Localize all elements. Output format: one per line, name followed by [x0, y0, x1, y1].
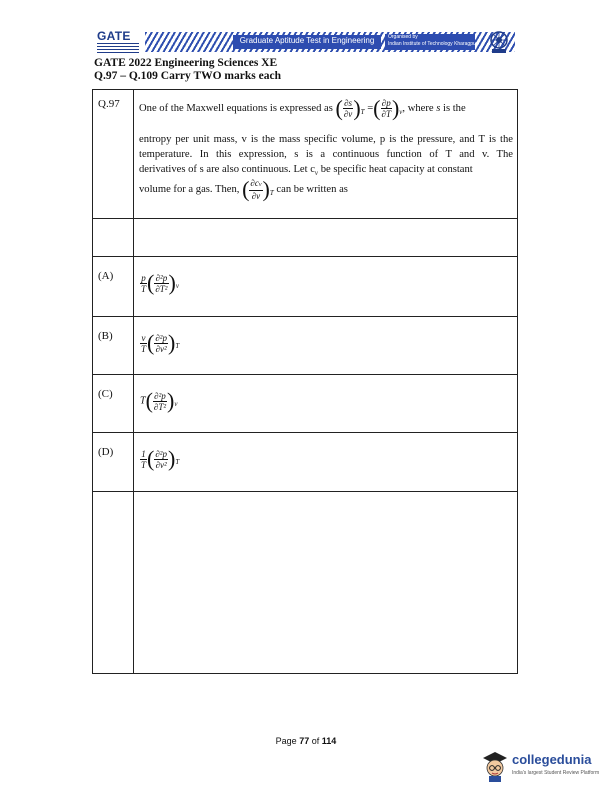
table-column-divider — [133, 89, 134, 674]
dcv-dv-fraction: $\frac{\partial cv}{\partial v}$ — [250, 178, 262, 201]
option-c-subscript: v — [174, 400, 178, 409]
option-d-subscript: T — [175, 458, 180, 467]
question-line-1-where: , where — [402, 102, 434, 114]
banner-title-box — [233, 35, 381, 49]
option-c-coeff: T — [140, 395, 146, 407]
table-row-divider — [92, 491, 518, 492]
paren-close: ) — [353, 95, 361, 121]
option-d-label[interactable]: (D) — [98, 446, 114, 458]
table-row-divider — [92, 256, 518, 257]
organizer-name: Indian Institute of Technology Kharagpur — [388, 41, 478, 47]
page-of: of — [311, 736, 320, 746]
ds-dv-fraction: $\frac{\partial s}{\partial v}$ — [343, 98, 353, 119]
exam-title: GATE 2022 Engineering Sciences XE — [94, 57, 278, 69]
page-total: 114 — [321, 736, 337, 746]
option-d-deriv-den: ∂v² — [155, 459, 167, 470]
collegedunia-logo — [480, 750, 600, 784]
option-d-coeff-num: 1 — [141, 448, 146, 459]
question-line-5-end: can be written as — [276, 183, 348, 195]
question-line-4-end: be specific heat capacity at constant — [320, 164, 473, 175]
gate-banner — [95, 28, 515, 55]
question-line-1: One of the Maxwell equations is expressed as ( $\frac{\partial s}{\partial v}$ )$_T$ =( $\frac{\partial p}{\partial T}$ )$_v$, where s is the — [139, 95, 466, 121]
cv-subscript: v — [314, 169, 319, 177]
option-b-subscript: T — [175, 342, 180, 351]
option-d-deriv-num: ∂²p — [155, 448, 167, 459]
brand-name: collegedunia — [512, 752, 592, 767]
question-line-2: entropy per unit mass, v is the mass specific volume, p is the pressure, and T is the — [139, 134, 513, 145]
question-line-4 — [139, 162, 513, 178]
gate-logo — [95, 28, 145, 55]
page-number — [0, 736, 612, 746]
gate-logo-lines — [97, 43, 139, 53]
table-row-divider — [92, 316, 518, 317]
question-line-5: volume for a gas. Then, ( $\frac{\partial cv}{\partial v}$ )$_T$ can be written as — [139, 176, 348, 202]
organized-by-label: Organised by — [388, 34, 418, 40]
graduate-mascot-icon — [480, 750, 510, 782]
dp-dT-fraction: $\frac{\partial p}{\partial T}$ — [381, 98, 391, 119]
question-line-4-text: derivatives of s are also continuous. Let c — [139, 164, 315, 175]
option-b-label[interactable]: (B) — [98, 330, 113, 342]
table-row-divider — [92, 374, 518, 375]
option-a-label[interactable]: (A) — [98, 270, 114, 282]
table-row-divider — [92, 218, 518, 219]
option-a-coeff-den: T — [141, 283, 147, 294]
question-line-1-end: is the — [443, 102, 466, 114]
paren-open: ( — [335, 95, 343, 121]
page-prefix: Page — [275, 736, 297, 746]
question-line-5-text: volume for a gas. Then, — [139, 183, 240, 195]
question-line-3: temperature. In this expression, s is a continuous function of T and v. The — [139, 149, 513, 160]
banner-title: Graduate Aptitude Test in Engineering — [239, 36, 375, 45]
option-c-label[interactable]: (C) — [98, 388, 113, 400]
option-c-deriv-num: ∂²p — [154, 390, 166, 401]
option-d-expression[interactable]: $\frac{1}{T}$ ( $\frac{\text{∂²p}}{\text{∂v²}}$ )$_T$ — [141, 446, 180, 471]
option-a-deriv-den: ∂T² — [155, 283, 168, 294]
option-a-coeff-num: p — [141, 272, 146, 283]
option-a-deriv-num: ∂²p — [155, 272, 168, 283]
option-b-deriv-num: ∂²p — [155, 332, 167, 343]
table-row-divider — [92, 432, 518, 433]
brand-tagline: India's largest Student Review Platform — [512, 770, 600, 776]
option-b-expression[interactable]: $\frac{v}{T}$ ( $\frac{\text{∂²p}}{\text{∂v²}}$ )$_T$ — [141, 330, 180, 355]
option-d-coeff-den: T — [141, 459, 147, 470]
option-a-expression[interactable]: $\frac{p}{T}$ ( $\frac{\text{∂²p}}{\text{∂T²}}$ )$_v$ — [141, 270, 179, 295]
banner-stripe — [145, 32, 515, 52]
option-b-coeff-den: T — [141, 343, 147, 354]
section-title: Q.97 – Q.109 Carry TWO marks each — [94, 70, 281, 82]
question-number: Q.97 — [98, 98, 120, 110]
option-c-deriv-den: ∂T² — [153, 401, 167, 412]
option-b-coeff-num: v — [141, 332, 146, 343]
page-current: 77 — [299, 736, 310, 746]
iit-emblem-icon — [488, 30, 510, 54]
option-b-deriv-den: ∂v² — [155, 343, 167, 354]
gate-logo-text: GATE — [97, 29, 131, 43]
organizer-box — [385, 34, 478, 50]
option-c-expression[interactable]: T( $\frac{\text{∂²p}}{\text{∂T²}}$ )$_v$ — [140, 388, 178, 413]
question-line-1-text: One of the Maxwell equations is expressed as — [139, 102, 333, 114]
option-a-subscript: v — [175, 282, 179, 291]
